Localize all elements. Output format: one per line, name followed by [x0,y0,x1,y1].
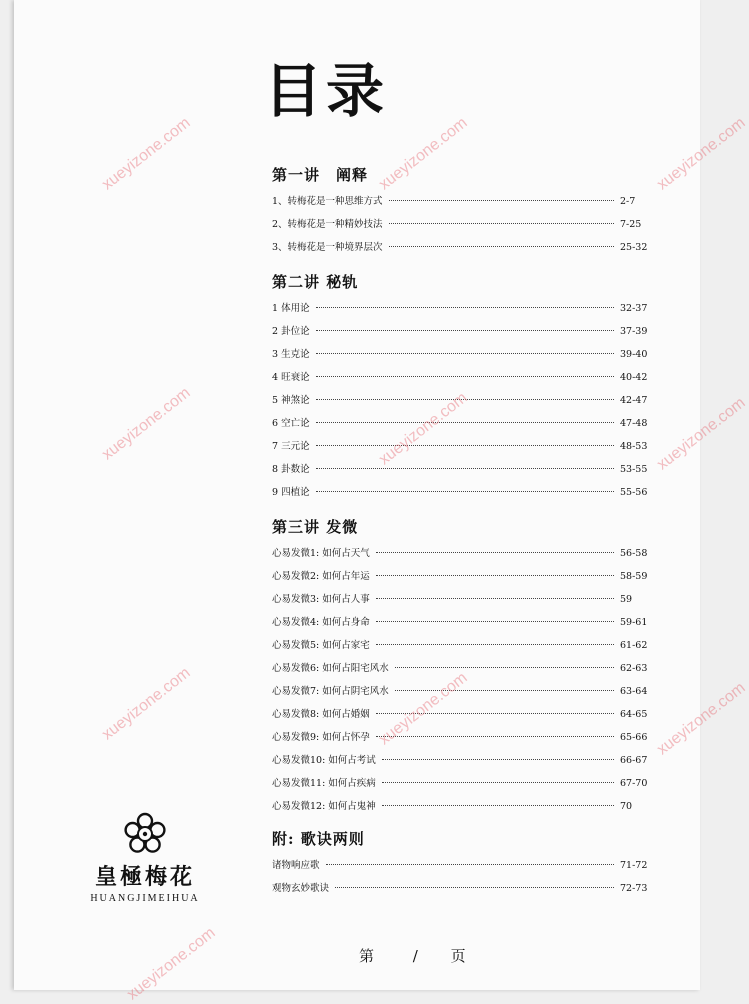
entry-pages: 48-53 [620,441,648,452]
watermark: xueyizone.com [124,924,219,1004]
leader-dots [376,736,614,737]
entry-pages: 56-58 [620,548,648,559]
entry-label: 8 卦数论 [272,464,310,475]
entry-label: 心易发微12: 如何占鬼神 [272,801,376,812]
leader-dots [382,759,614,760]
page-title: 目录 [264,57,389,125]
leader-dots [389,200,614,201]
leader-dots [395,667,614,668]
leader-dots [316,353,614,354]
entry-label: 1、转梅花是一种思维方式 [272,196,383,207]
section-title: 第一讲 阐释 [272,166,369,184]
toc-entry[interactable] [272,726,652,749]
entry-pages: 47-48 [620,418,648,429]
toc-entry[interactable] [272,435,652,458]
leader-dots [326,864,614,865]
footer-di: 第 [359,947,375,965]
entry-label: 心易发微11: 如何占疾病 [272,778,376,789]
entry-label: 心易发微9: 如何占怀孕 [272,732,370,743]
entry-pages: 32-37 [620,303,648,314]
entry-pages: 25-32 [620,242,648,253]
entry-pages: 67-70 [620,778,648,789]
entry-label: 心易发微3: 如何占人事 [272,594,370,605]
entry-pages: 64-65 [620,709,648,720]
toc-entry[interactable] [272,657,652,680]
entry-label: 3、转梅花是一种境界层次 [272,242,383,253]
toc-entry[interactable] [272,458,652,481]
watermark: xueyizone.com [99,664,194,744]
page-footer [359,945,466,966]
entry-pages: 65-66 [620,732,648,743]
toc-entry[interactable] [272,772,652,795]
toc-entry[interactable] [272,389,652,412]
entry-pages: 37-39 [620,326,648,337]
entry-label: 心易发微7: 如何占阴宅风水 [272,686,389,697]
plum-blossom-icon [123,812,167,856]
entry-pages: 42-47 [620,395,648,406]
toc-entry[interactable] [272,611,652,634]
toc-section-appendix [272,824,652,900]
toc-entry[interactable] [272,634,652,657]
logo-name: 皇極梅花 [94,864,195,890]
entry-pages: 55-56 [620,487,648,498]
watermark: xueyizone.com [654,679,749,759]
entry-label: 心易发微4: 如何占身命 [272,617,370,628]
toc-entry[interactable] [272,542,652,565]
leader-dots [316,330,614,331]
leader-dots [376,621,614,622]
entry-label: 4 旺衰论 [272,372,310,383]
entry-pages: 72-73 [620,883,648,894]
entry-pages: 61-62 [620,640,648,651]
entry-pages: 62-63 [620,663,648,674]
toc-entry[interactable] [272,795,652,818]
entry-pages: 63-64 [620,686,648,697]
toc-entry[interactable] [272,703,652,726]
watermark: xueyizone.com [654,394,749,474]
toc-section-2 [272,267,652,504]
entry-label: 7 三元论 [272,441,310,452]
entry-label: 观物玄妙歌诀 [272,883,330,894]
leader-dots [316,399,614,400]
leader-dots [376,552,614,553]
toc-entry[interactable] [272,588,652,611]
entry-pages: 53-55 [620,464,648,475]
entry-pages: 59 [620,594,633,605]
leader-dots [316,468,614,469]
toc-section-1 [272,160,652,259]
entry-label: 心易发微8: 如何占婚姻 [272,709,370,720]
entry-label: 心易发微10: 如何占考试 [272,755,376,766]
leader-dots [316,491,614,492]
watermark: xueyizone.com [99,384,194,464]
entry-label: 心易发微2: 如何占年运 [272,571,370,582]
leader-dots [382,782,614,783]
entry-label: 3 生克论 [272,349,310,360]
leader-dots [395,690,614,691]
entry-label: 9 四植论 [272,487,310,498]
entry-label: 心易发微1: 如何占天气 [272,548,370,559]
toc-entry[interactable] [272,481,652,504]
entry-label: 心易发微5: 如何占家宅 [272,640,370,651]
leader-dots [335,887,614,888]
toc-entry[interactable] [272,412,652,435]
watermark: xueyizone.com [376,389,471,469]
section-title: 第二讲 秘轨 [272,273,359,291]
footer-slash: / [412,947,418,965]
entry-label: 心易发微6: 如何占阳宅风水 [272,663,389,674]
toc-entry[interactable] [272,320,652,343]
toc-section-3 [272,512,652,818]
section-title: 第三讲 发微 [272,518,359,536]
leader-dots [376,644,614,645]
leader-dots [376,713,614,714]
entry-label: 1 体用论 [272,303,310,314]
watermark: xueyizone.com [654,114,749,194]
toc-entry[interactable] [272,213,652,236]
entry-pages: 71-72 [620,860,648,871]
entry-pages: 7-25 [620,219,642,230]
toc-entry[interactable] [272,749,652,772]
leader-dots [389,246,614,247]
leader-dots [376,598,614,599]
toc-entry[interactable] [272,236,652,259]
leader-dots [316,445,614,446]
entry-pages: 39-40 [620,349,648,360]
entry-label: 2、转梅花是一种精妙技法 [272,219,383,230]
entry-pages: 59-61 [620,617,648,628]
toc-entry[interactable] [272,680,652,703]
toc-entry[interactable] [272,190,652,213]
logo-pinyin: HUANGJIMEIHUA [90,893,200,904]
leader-dots [316,307,614,308]
entry-pages: 70 [620,801,633,812]
leader-dots [389,223,614,224]
watermark: xueyizone.com [376,114,471,194]
section-title: 附: 歌诀两则 [272,830,365,848]
leader-dots [376,575,614,576]
table-of-contents [272,160,652,906]
entry-pages: 58-59 [620,571,648,582]
entry-pages: 66-67 [620,755,648,766]
toc-entry[interactable] [272,343,652,366]
footer-ye: 页 [450,947,466,965]
toc-entry[interactable] [272,854,652,877]
entry-label: 诸物响应歌 [272,860,320,871]
toc-entry[interactable] [272,565,652,588]
entry-pages: 2-7 [620,196,636,207]
document-page [14,0,749,1004]
entry-label: 6 空亡论 [272,418,310,429]
toc-entry[interactable] [272,297,652,320]
entry-pages: 40-42 [620,372,648,383]
entry-label: 2 卦位论 [272,326,310,337]
brand-logo [70,812,220,904]
toc-entry[interactable] [272,366,652,389]
leader-dots [316,376,614,377]
watermark: xueyizone.com [99,114,194,194]
leader-dots [382,805,614,806]
entry-label: 5 神煞论 [272,395,310,406]
watermark: xueyizone.com [376,669,471,749]
toc-entry[interactable] [272,877,652,900]
leader-dots [316,422,614,423]
